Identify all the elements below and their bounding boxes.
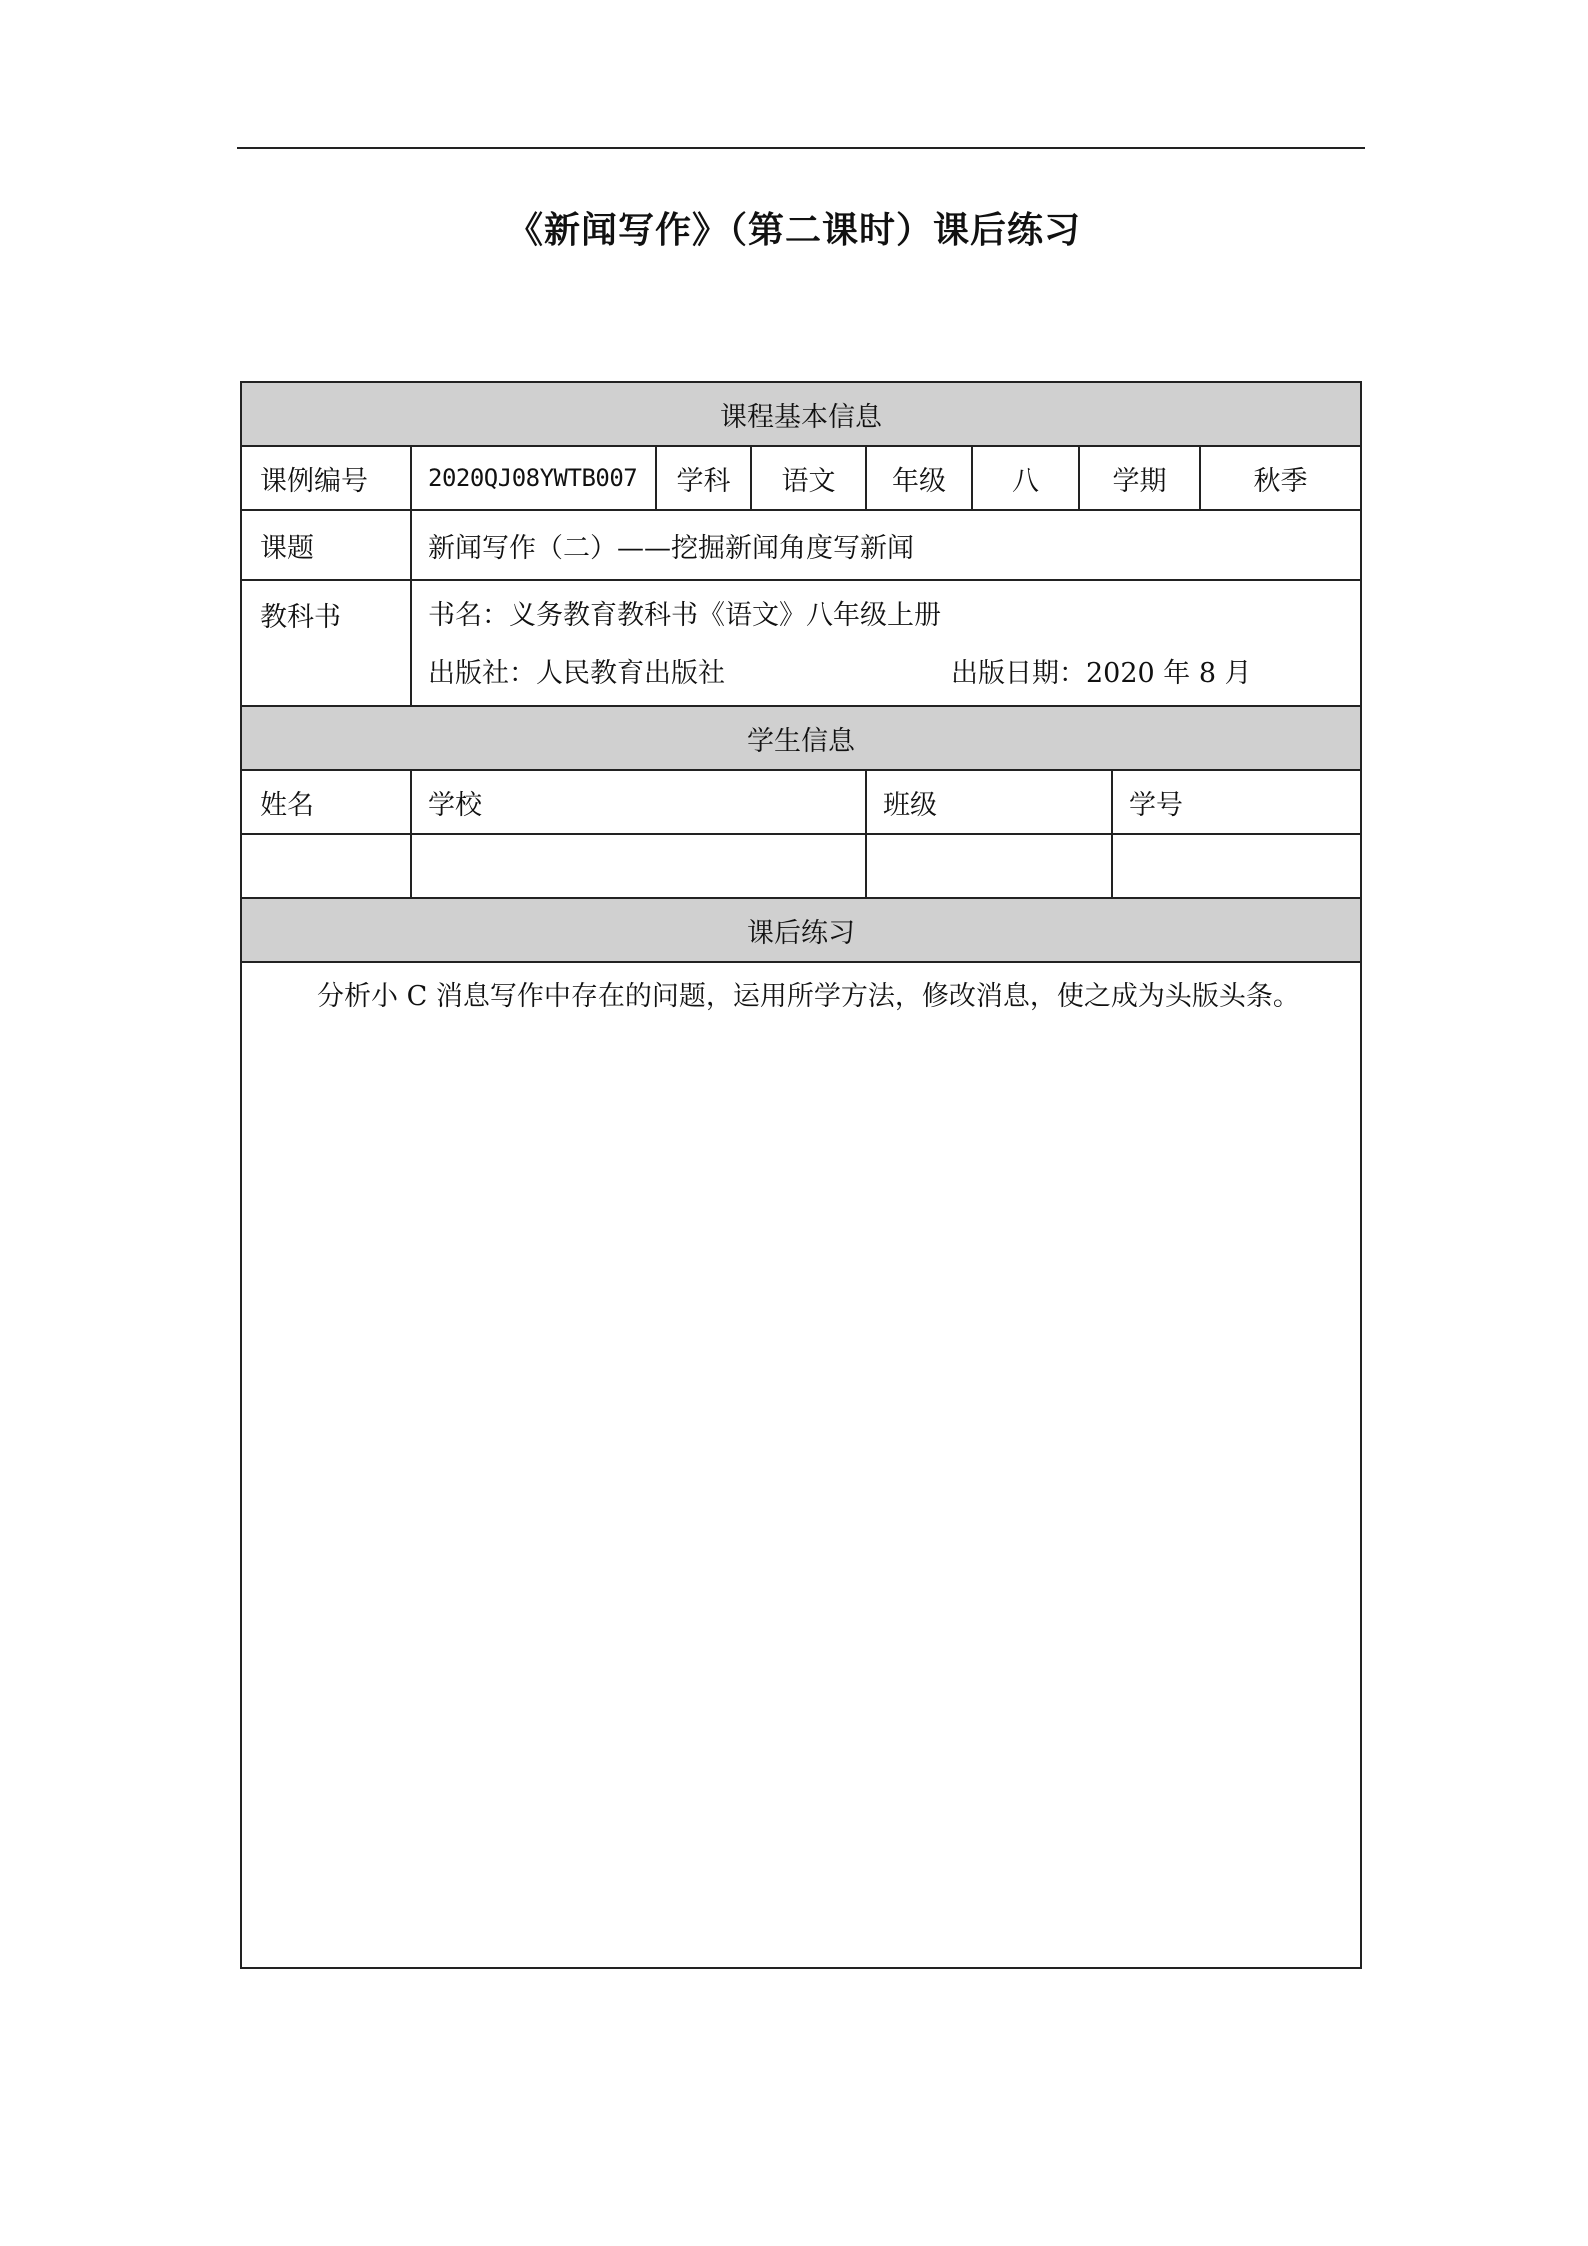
student-id-field[interactable] [1112, 834, 1361, 898]
student-id-label: 学号 [1112, 770, 1361, 834]
name-label: 姓名 [241, 770, 411, 834]
class-field[interactable] [866, 834, 1112, 898]
term-value: 秋季 [1200, 446, 1361, 510]
textbook-label: 教科书 [241, 580, 411, 706]
grade-value: 八 [972, 446, 1079, 510]
subject-label: 学科 [656, 446, 751, 510]
worksheet-table [240, 381, 1362, 1969]
exercise-prompt: 分析小 C 消息写作中存在的问题，运用所学方法，修改消息，使之成为头版头条。 [317, 981, 1300, 1012]
publisher: 出版社：人民教育出版社 [428, 658, 725, 689]
name-field[interactable] [241, 834, 411, 898]
school-field[interactable] [411, 834, 866, 898]
school-label: 学校 [411, 770, 866, 834]
textbook-details [411, 580, 1361, 706]
student-info-heading: 学生信息 [241, 706, 1361, 770]
exercise-answer-area[interactable] [241, 962, 1361, 1968]
course-code-label: 课例编号 [241, 446, 411, 510]
topic-label: 课题 [241, 510, 411, 580]
page-title: 《新闻写作》（第二课时）课后练习 [506, 210, 1081, 251]
subject-value: 语文 [751, 446, 866, 510]
header-rule [237, 147, 1365, 149]
grade-label: 年级 [866, 446, 972, 510]
exercise-heading: 课后练习 [241, 898, 1361, 962]
book-name: 书名：义务教育教科书《语文》八年级上册 [428, 600, 941, 631]
topic-value: 新闻写作（二）——挖掘新闻角度写新闻 [411, 510, 1361, 580]
publish-date: 出版日期：2020 年 8 月 [951, 658, 1252, 689]
class-label: 班级 [866, 770, 1112, 834]
course-info-heading: 课程基本信息 [241, 382, 1361, 446]
course-code-value: 2020QJ08YWTB007 [411, 446, 656, 510]
term-label: 学期 [1079, 446, 1200, 510]
